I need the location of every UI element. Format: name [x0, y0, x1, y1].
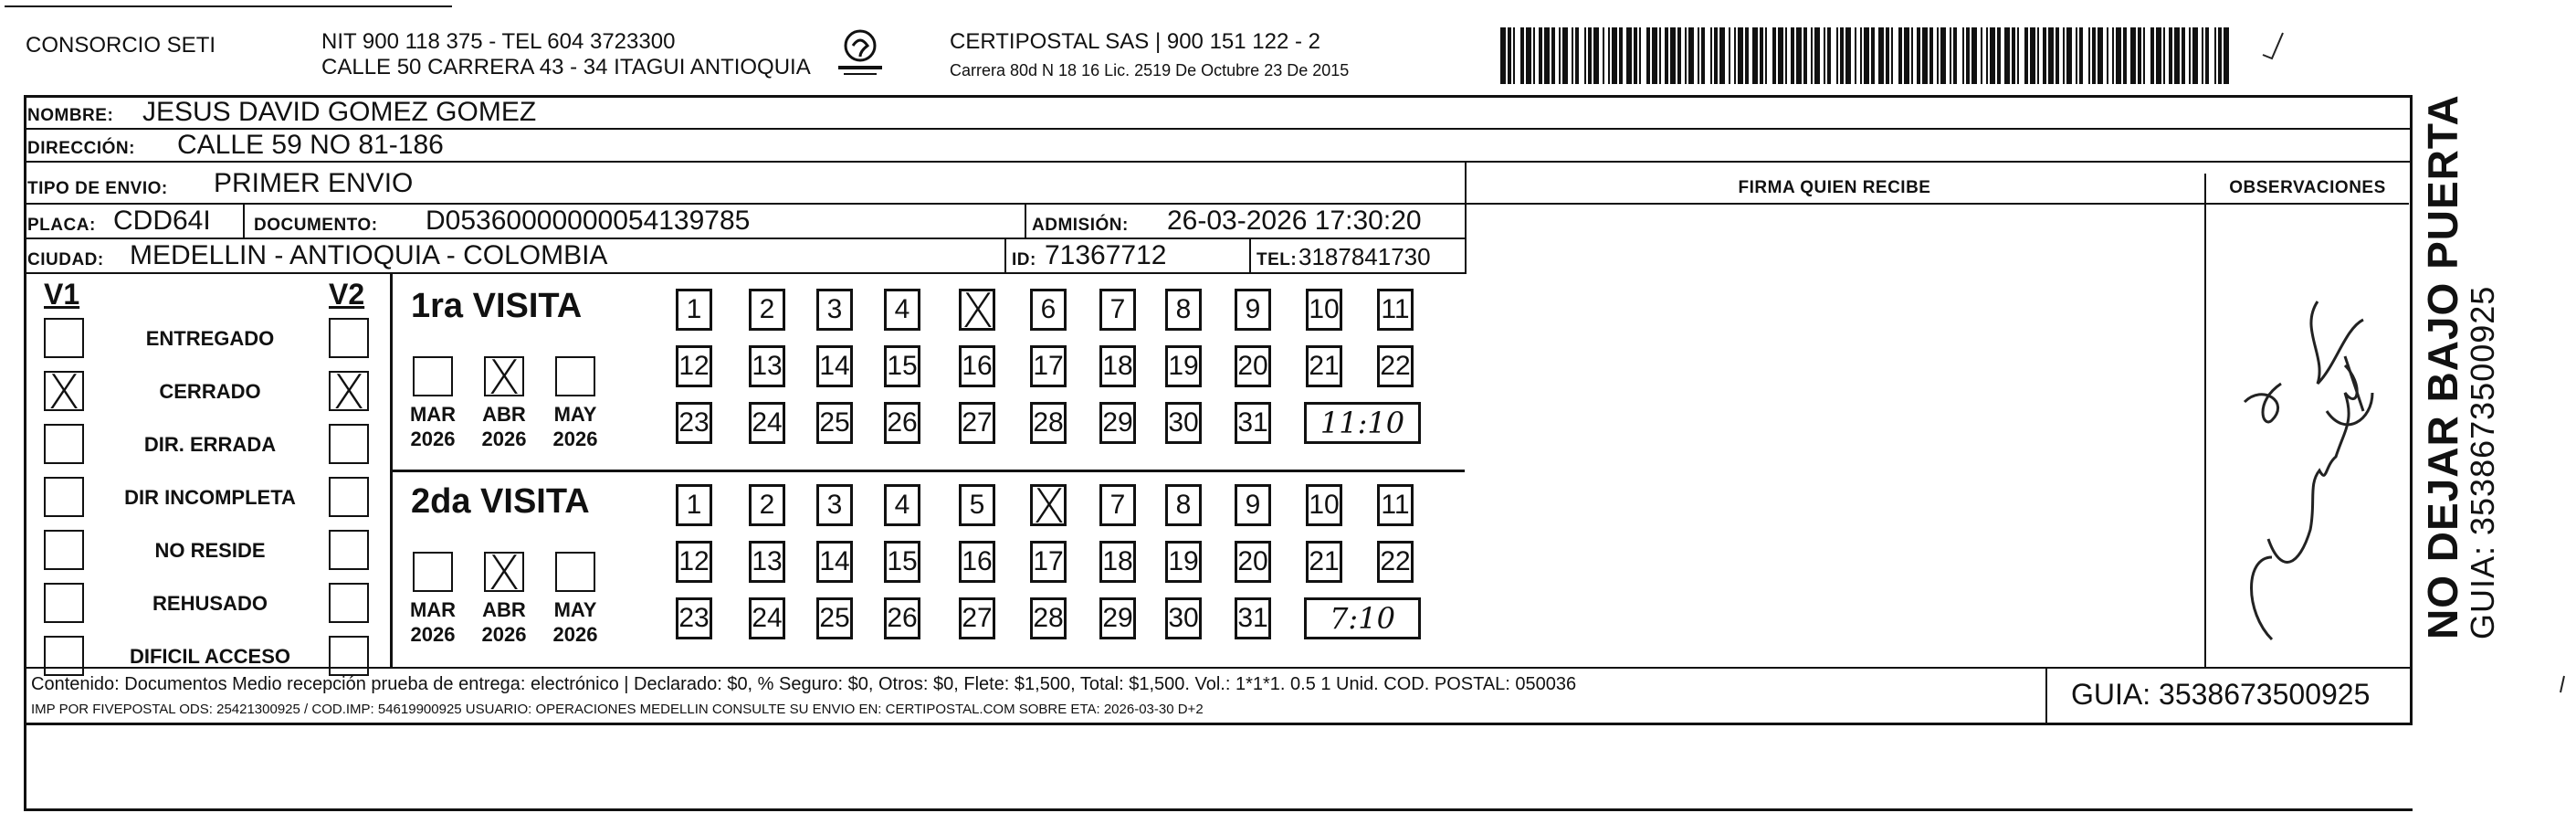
placa-divider [243, 205, 245, 238]
barcode-bar [1701, 27, 1705, 84]
day-box[interactable]: 19 [1165, 345, 1202, 387]
bottom-frame-line [24, 808, 2413, 811]
barcode-bar [1929, 27, 1933, 84]
day-box[interactable]: 17 [1030, 345, 1067, 387]
barcode-bar [1981, 27, 1982, 84]
visit-title: 1ra VISITA [411, 287, 583, 325]
barcode-bar [1584, 27, 1586, 84]
stray-mark [2557, 674, 2568, 701]
barcode-bar [1745, 27, 1749, 84]
visit-time-box[interactable]: 7:10 [1304, 597, 1421, 639]
tipo-value: PRIMER ENVIO [214, 168, 414, 198]
barcode-bar [2112, 27, 2114, 84]
day-box[interactable]: 12 [676, 541, 712, 583]
status-option-label: CERRADO [159, 380, 261, 403]
barcode-bar [1677, 27, 1681, 84]
day-box[interactable]: 15 [884, 345, 920, 387]
month-label: ABR 2026 [481, 403, 527, 450]
barcode-bar [2143, 27, 2145, 84]
day-box[interactable]: 16 [959, 541, 995, 583]
day-box[interactable]: 9 [1235, 484, 1271, 526]
barcode-bar [2205, 27, 2209, 84]
day-box[interactable]: 22 [1377, 345, 1414, 387]
barcode-bar [2224, 27, 2229, 84]
barcode-bar [1840, 27, 1844, 84]
barcode-bar [2037, 27, 2039, 84]
barcode [1500, 27, 2231, 84]
day-box[interactable]: 12 [676, 345, 712, 387]
month-checkbox[interactable] [413, 356, 453, 396]
v1-checkbox[interactable] [44, 583, 84, 623]
barcode-bar [1796, 27, 1802, 84]
day-box[interactable]: 3 [816, 484, 853, 526]
barcode-bar [2030, 27, 2035, 84]
barcode-bar [2048, 27, 2054, 84]
barcode-bar [1608, 27, 1610, 84]
footer-guia-box [2045, 667, 2413, 725]
status-option-label: ENTREGADO [145, 327, 275, 350]
day-box[interactable]: 14 [816, 345, 853, 387]
barcode-bar [1950, 27, 1951, 84]
day-box[interactable]: 18 [1099, 541, 1136, 583]
courier-address: Carrera 80d N 18 16 Lic. 2519 De Octubre 23 De 2015 [950, 61, 1350, 79]
barcode-bar [1520, 27, 1524, 84]
barcode-bar [1922, 27, 1928, 84]
month-checkbox[interactable] [484, 356, 524, 396]
barcode-bar [1911, 27, 1913, 84]
barcode-bar [1836, 27, 1838, 84]
v1-checkbox[interactable] [44, 318, 84, 358]
day-box[interactable]: 6 [1030, 289, 1067, 331]
day-box[interactable]: 30 [1165, 402, 1202, 444]
footer-line-1: Contenido: Documentos Medio recepción prueba de entrega: electrónico | Declarado: $0, % Seguro: $0, Otros: $0, Flete: $1,500, Total: $1,500. Vol.: 1*1*1. 0.5 1 Unid. COD. POSTAL: 050036 [31, 674, 1577, 694]
nombre-label: NOMBRE: [27, 106, 114, 125]
day-box[interactable]: 25 [816, 597, 853, 639]
status-option-label: NO RESIDE [154, 539, 266, 562]
barcode-bar [2174, 27, 2180, 84]
barcode-bar [1572, 27, 1573, 84]
month-checkbox[interactable] [413, 552, 453, 592]
barcode-bar [1593, 27, 1599, 84]
day-box[interactable]: 2 [749, 484, 785, 526]
day-box[interactable]: 7 [1099, 484, 1136, 526]
barcode-bar [1778, 27, 1783, 84]
barcode-bar [1665, 27, 1668, 84]
barcode-bar [2130, 27, 2136, 84]
barcode-bar [2123, 27, 2127, 84]
barcode-bar [1971, 27, 1977, 84]
barcode-bar [1803, 27, 1807, 84]
barcode-bar [1990, 27, 1995, 84]
barcode-bar [1714, 27, 1718, 84]
v1-checkbox[interactable] [44, 477, 84, 517]
visit-divider [391, 470, 1465, 472]
barcode-bar [2066, 27, 2072, 84]
barcode-bar [1626, 27, 1632, 84]
day-box[interactable]: 29 [1099, 597, 1136, 639]
recipient-signature [2208, 274, 2391, 658]
day-box[interactable]: 15 [884, 541, 920, 583]
day-box[interactable]: 1 [676, 484, 712, 526]
day-box[interactable]: 7 [1099, 289, 1136, 331]
day-box[interactable]: 1 [676, 289, 712, 331]
tipo-row [26, 163, 1467, 205]
documento-value: D05360000000054139785 [426, 206, 751, 236]
barcode-bar [1513, 27, 1515, 84]
barcode-bar [1886, 27, 1889, 84]
day-box[interactable] [959, 289, 995, 331]
barcode-bar [1871, 27, 1875, 84]
placa-label: PLACA: [27, 216, 96, 235]
day-box[interactable]: 9 [1235, 289, 1271, 331]
barcode-bar [2017, 27, 2019, 84]
month-label: MAR 2026 [409, 403, 457, 450]
barcode-bar [2138, 27, 2141, 84]
barcode-bar [1659, 27, 1661, 84]
day-box[interactable]: 20 [1235, 345, 1271, 387]
barcode-bar [1652, 27, 1657, 84]
placa-row [26, 205, 1467, 239]
side-notice: NO DEJAR BAJO PUERTA [2419, 94, 2466, 639]
barcode-bar [2024, 27, 2028, 84]
barcode-bar [2189, 27, 2191, 84]
barcode-bar [1544, 27, 1550, 84]
barcode-bar [1811, 27, 1813, 84]
barcode-bar [1937, 27, 1939, 84]
v1-label: V1 [44, 278, 80, 311]
barcode-bar [1860, 27, 1862, 84]
side-guia: GUIA: 3538673500925 [2464, 285, 2501, 639]
barcode-bar [2214, 27, 2216, 84]
day-box[interactable]: 17 [1030, 541, 1067, 583]
barcode-bar [1526, 27, 1531, 84]
day-box[interactable]: 16 [959, 345, 995, 387]
day-box[interactable]: 11 [1377, 484, 1414, 526]
day-box[interactable]: 13 [749, 345, 785, 387]
barcode-bar [1500, 27, 1506, 84]
barcode-bar [2088, 27, 2090, 84]
visit-time-box[interactable]: 11:10 [1304, 402, 1421, 444]
month-label: MAY 2026 [552, 598, 598, 646]
barcode-bar [2043, 27, 2046, 84]
direccion-label: DIRECCIÓN: [27, 139, 135, 158]
day-box[interactable]: 26 [884, 402, 920, 444]
barcode-bar [2079, 27, 2083, 84]
header-top-rule [5, 5, 452, 7]
barcode-bar [1685, 27, 1687, 84]
barcode-bar [1603, 27, 1604, 84]
status-option-label: DIR. ERRADA [143, 433, 277, 456]
day-box[interactable]: 29 [1099, 402, 1136, 444]
direccion-row [26, 130, 2411, 163]
admision-label: ADMISIÓN: [1032, 216, 1129, 235]
barcode-bar [2192, 27, 2198, 84]
month-label: MAR 2026 [409, 598, 457, 646]
barcode-bar [1634, 27, 1637, 84]
barcode-bar [1864, 27, 1869, 84]
visit-title: 2da VISITA [411, 482, 590, 521]
firma-label: FIRMA QUIEN RECIBE [1738, 178, 1931, 197]
barcode-bar [1760, 27, 1763, 84]
barcode-bar [1891, 27, 1893, 84]
barcode-bar [1508, 27, 1511, 84]
v2-checkbox[interactable] [329, 371, 369, 411]
v2-checkbox[interactable] [329, 530, 369, 570]
company-address: CALLE 50 CARRERA 43 - 34 ITAGUI ANTIOQUIA [321, 55, 811, 79]
barcode-bar [2012, 27, 2015, 84]
day-box[interactable]: 28 [1030, 402, 1067, 444]
day-box[interactable]: 8 [1165, 289, 1202, 331]
barcode-bar [1772, 27, 1776, 84]
day-box[interactable]: 31 [1235, 402, 1271, 444]
day-box[interactable] [1030, 484, 1067, 526]
barcode-bar [1710, 27, 1712, 84]
v2-checkbox[interactable] [329, 424, 369, 464]
barcode-bar [1785, 27, 1787, 84]
id-value: 71367712 [1045, 240, 1167, 270]
barcode-bar [1533, 27, 1535, 84]
day-box[interactable]: 4 [884, 484, 920, 526]
barcode-bar [2156, 27, 2161, 84]
day-box[interactable]: 10 [1306, 484, 1342, 526]
barcode-bar [1904, 27, 1909, 84]
v1-checkbox[interactable] [44, 530, 84, 570]
barcode-bar [1551, 27, 1555, 84]
barcode-bar [1824, 27, 1825, 84]
firma-header [1465, 174, 2204, 205]
day-box[interactable]: 26 [884, 597, 920, 639]
barcode-bar [1670, 27, 1676, 84]
day-box[interactable]: 13 [749, 541, 785, 583]
barcode-bar [1814, 27, 1820, 84]
barcode-bar [1719, 27, 1725, 84]
status-option-label: REHUSADO [152, 592, 268, 615]
day-box[interactable]: 21 [1306, 541, 1342, 583]
footer-guia: GUIA: 3538673500925 [2071, 678, 2371, 711]
company-name: CONSORCIO SETI [26, 33, 216, 58]
barcode-bar [1588, 27, 1592, 84]
barcode-bar [2116, 27, 2121, 84]
day-box[interactable]: 10 [1306, 289, 1342, 331]
day-box[interactable]: 25 [816, 402, 853, 444]
v2-checkbox[interactable] [329, 583, 369, 623]
certipostal-logo [833, 27, 888, 79]
barcode-bar [2092, 27, 2096, 84]
barcode-bar [1997, 27, 2001, 84]
admision-divider [1025, 205, 1026, 238]
v2-checkbox[interactable] [329, 318, 369, 358]
day-box[interactable]: 2 [749, 289, 785, 331]
month-label: MAY 2026 [552, 403, 598, 450]
day-box[interactable]: 27 [959, 402, 995, 444]
day-box[interactable]: 31 [1235, 597, 1271, 639]
month-checkbox[interactable] [555, 356, 595, 396]
barcode-bar [2202, 27, 2203, 84]
day-box[interactable]: 5 [959, 484, 995, 526]
barcode-bar [1765, 27, 1767, 84]
barcode-bar [1734, 27, 1736, 84]
day-box[interactable]: 22 [1377, 541, 1414, 583]
barcode-bar [2004, 27, 2010, 84]
nit-line: NIT 900 118 375 - TEL 604 3723300 [321, 29, 676, 54]
barcode-bar [1646, 27, 1650, 84]
tel-divider [1249, 239, 1251, 272]
ciudad-value: MEDELLIN - ANTIOQUIA - COLOMBIA [130, 240, 608, 270]
barcode-bar [1940, 27, 1946, 84]
month-label: ABR 2026 [481, 598, 527, 646]
ciudad-label: CIUDAD: [27, 250, 104, 269]
barcode-bar [2063, 27, 2065, 84]
barcode-bar [1562, 27, 1568, 84]
day-box[interactable]: 20 [1235, 541, 1271, 583]
status-option-label: DIR INCOMPLETA [124, 486, 296, 509]
barcode-bar [1688, 27, 1694, 84]
documento-label: DOCUMENTO: [254, 216, 378, 235]
day-box[interactable]: 23 [676, 402, 712, 444]
barcode-bar [1698, 27, 1699, 84]
day-box[interactable]: 8 [1165, 484, 1202, 526]
id-divider [1004, 239, 1006, 272]
day-box[interactable]: 24 [749, 597, 785, 639]
barcode-bar [1752, 27, 1758, 84]
observaciones-header [2206, 174, 2409, 205]
barcode-bar [1729, 27, 1730, 84]
day-box[interactable]: 23 [676, 597, 712, 639]
pen-tick-mark [2255, 27, 2292, 69]
barcode-bar [2056, 27, 2059, 84]
day-box[interactable]: 3 [816, 289, 853, 331]
day-box[interactable]: 28 [1030, 597, 1067, 639]
day-box[interactable]: 14 [816, 541, 853, 583]
barcode-bar [1827, 27, 1831, 84]
barcode-bar [1845, 27, 1851, 84]
ciudad-row [26, 239, 1467, 274]
barcode-bar [1575, 27, 1579, 84]
status-option-label: DIFICIL ACCESO [129, 645, 290, 668]
nombre-row [26, 97, 2411, 130]
firma-column [1465, 174, 2206, 667]
barcode-bar [2150, 27, 2154, 84]
barcode-bar [2169, 27, 2172, 84]
barcode-bar [1791, 27, 1794, 84]
tel-label: TEL: [1256, 250, 1298, 269]
barcode-bar [1917, 27, 1920, 84]
barcode-bar [1612, 27, 1617, 84]
v1-checkbox[interactable] [44, 424, 84, 464]
day-box[interactable]: 24 [749, 402, 785, 444]
tipo-label: TIPO DE ENVIO: [27, 179, 168, 198]
barcode-bar [1986, 27, 1988, 84]
barcode-bar [1639, 27, 1641, 84]
day-box[interactable]: 27 [959, 597, 995, 639]
barcode-bar [1962, 27, 1964, 84]
barcode-bar [1559, 27, 1561, 84]
barcode-bar [2076, 27, 2077, 84]
v1-checkbox[interactable] [44, 371, 84, 411]
day-box[interactable]: 30 [1165, 597, 1202, 639]
id-label: ID: [1012, 250, 1036, 269]
courier-name: CERTIPOSTAL SAS | 900 151 122 - 2 [950, 29, 1320, 54]
observaciones-label: OBSERVACIONES [2229, 178, 2386, 197]
barcode-bar [2098, 27, 2103, 84]
barcode-bar [1619, 27, 1623, 84]
side-notice-block [2418, 91, 2546, 639]
barcode-bar [2107, 27, 2108, 84]
barcode-bar [1539, 27, 1542, 84]
v2-label: V2 [329, 278, 365, 311]
barcode-bar [2182, 27, 2185, 84]
month-checkbox[interactable] [555, 552, 595, 592]
day-box[interactable]: 4 [884, 289, 920, 331]
admision-value: 26-03-2026 17:30:20 [1167, 206, 1422, 236]
barcode-bar [1878, 27, 1884, 84]
day-box[interactable]: 19 [1165, 541, 1202, 583]
barcode-bar [2218, 27, 2222, 84]
barcode-bar [1855, 27, 1856, 84]
nombre-value: JESUS DAVID GOMEZ GOMEZ [142, 97, 537, 127]
barcode-bar [1738, 27, 1743, 84]
placa-value: CDD64I [113, 206, 211, 236]
left-frame-line [24, 725, 26, 811]
month-checkbox[interactable] [484, 552, 524, 592]
v2-checkbox[interactable] [329, 477, 369, 517]
footer-line-2: IMP POR FIVEPOSTAL ODS: 25421300925 / COD.IMP: 54619900925 USUARIO: OPERACIONES MEDELLIN CONSULTE SU ENVIO EN: CERTIPOSTAL.COM SOBRE ETA: 2026-03-30 D+2 [31, 702, 1204, 717]
barcode-bar [1953, 27, 1957, 84]
direccion-value: CALLE 59 NO 81-186 [177, 130, 444, 160]
tel-value: 3187841730 [1299, 243, 1431, 270]
barcode-bar [1898, 27, 1902, 84]
day-box[interactable]: 18 [1099, 345, 1136, 387]
barcode-bar [1966, 27, 1970, 84]
barcode-bar [2163, 27, 2165, 84]
day-box[interactable]: 21 [1306, 345, 1342, 387]
day-box[interactable]: 11 [1377, 289, 1414, 331]
